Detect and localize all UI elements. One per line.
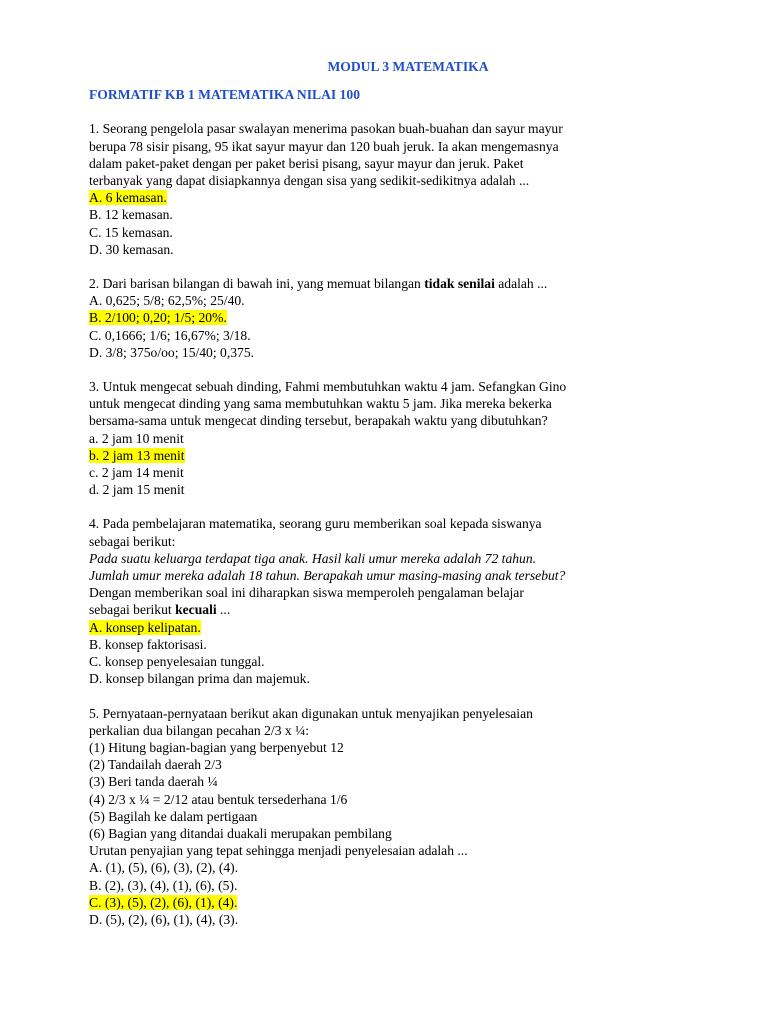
question-stem-line: berupa 78 sisir pisang, 95 ikat sayur mayur dan 120 buah jeruk. Ia akan mengemasnya — [89, 138, 559, 154]
numbered-statement: (6) Bagian yang ditandai duakali merupakan pembilang — [89, 825, 392, 841]
stem-text: 2. Dari barisan bilangan di bawah ini, yang memuat bilangan — [89, 276, 425, 292]
answer-option: A. 0,625; 5/8; 62,5%; 25/40. — [89, 293, 245, 309]
stem-text: sebagai berikut — [89, 602, 176, 618]
quoted-problem-line: Pada suatu keluarga terdapat tiga anak. Hasil kali umur mereka adalah 72 tahun. — [89, 550, 537, 566]
answer-option: B. konsep faktorisasi. — [89, 636, 207, 652]
question-4 — [89, 515, 719, 687]
answer-option-highlighted: B. 2/100; 0,20; 1/5; 20%. — [89, 310, 227, 326]
answer-option: C. konsep penyelesaian tunggal. — [89, 654, 265, 670]
answer-option: D. (5), (2), (6), (1), (4), (3). — [89, 911, 239, 927]
question-1 — [89, 120, 719, 258]
question-3 — [89, 378, 719, 498]
numbered-statement: (1) Hitung bagian-bagian yang berpenyebut 12 — [89, 739, 344, 755]
answer-option: C. 0,1666; 1/6; 16,67%; 3/18. — [89, 327, 251, 343]
answer-option: B. (2), (3), (4), (1), (6), (5). — [89, 877, 238, 893]
answer-option: C. 15 kemasan. — [89, 224, 173, 240]
question-5 — [89, 705, 719, 929]
numbered-statement: (4) 2/3 x ¼ = 2/12 atau bentuk tersederhana 1/6 — [89, 791, 348, 807]
answer-option: d. 2 jam 15 menit — [89, 482, 185, 498]
numbered-statement: (5) Bagilah ke dalam pertigaan — [89, 808, 258, 824]
question-stem-line: bersama-sama untuk mengecat dinding tersebut, berapakah waktu yang dibutuhkan? — [89, 413, 548, 429]
answer-option: B. 12 kemasan. — [89, 207, 173, 223]
document-title: MODUL 3 MATEMATIKA — [327, 59, 489, 74]
answer-option-highlighted: C. (3), (5), (2), (6), (1), (4). — [89, 894, 238, 910]
answer-option-highlighted: b. 2 jam 13 menit — [89, 447, 185, 463]
answer-option: c. 2 jam 14 menit — [89, 465, 184, 481]
question-stem-line: 4. Pada pembelajaran matematika, seorang guru memberikan soal kepada siswanya — [89, 516, 542, 532]
answer-option: A. (1), (5), (6), (3), (2), (4). — [89, 860, 239, 876]
answer-option: D. konsep bilangan prima dan majemuk. — [89, 671, 310, 687]
question-stem-line: untuk mengecat dinding yang sama membutuhkan waktu 5 jam. Jika mereka bekerka — [89, 396, 552, 412]
question-stem-line: Dengan memberikan soal ini diharapkan siswa memperoleh pengalaman belajar — [89, 585, 524, 601]
answer-option: a. 2 jam 10 menit — [89, 430, 184, 446]
question-stem-line: 1. Seorang pengelola pasar swalayan menerima pasokan buah-buahan dan sayur mayur — [89, 121, 563, 137]
quoted-problem-line: Jumlah umur mereka adalah 18 tahun. Berapakah umur masing-masing anak tersebut? — [89, 568, 566, 584]
question-stem-line — [89, 275, 719, 292]
numbered-statement: (2) Tandailah daerah 2/3 — [89, 757, 222, 773]
question-stem-line: 5. Pernyataan-pernyataan berikut akan digunakan untuk menyajikan penyelesaian — [89, 705, 533, 721]
stem-emphasis: tidak senilai — [424, 276, 495, 292]
stem-emphasis: kecuali — [175, 602, 217, 618]
question-stem-line: perkalian dua bilangan pecahan 2/3 x ¼: — [89, 722, 310, 738]
numbered-statement: (3) Beri tanda daerah ¼ — [89, 774, 218, 790]
answer-option: D. 30 kemasan. — [89, 241, 174, 257]
answer-option-highlighted: A. 6 kemasan. — [89, 190, 167, 206]
question-stem-line — [89, 601, 719, 618]
question-stem-line: terbanyak yang dapat disiapkannya dengan sisa yang sedikit-sedikitnya adalah ... — [89, 173, 530, 189]
question-stem-line: dalam paket-paket dengan per paket berisi pisang, sayur mayur dan jeruk. Paket — [89, 155, 524, 171]
question-stem-line: 3. Untuk mengecat sebuah dinding, Fahmi membutuhkan waktu 4 jam. Sefangkan Gino — [89, 379, 567, 395]
question-2 — [89, 275, 719, 361]
question-stem-line: Urutan penyajian yang tepat sehingga menjadi penyelesaian adalah ... — [89, 843, 468, 859]
document-subtitle: FORMATIF KB 1 MATEMATIKA NILAI 100 — [89, 87, 360, 103]
stem-text: adalah ... — [494, 276, 548, 292]
answer-option: D. 3/8; 375o/oo; 15/40; 0,375. — [89, 344, 255, 360]
stem-text: ... — [216, 602, 231, 618]
answer-option-highlighted: A. konsep kelipatan. — [89, 619, 201, 635]
document-page — [89, 58, 719, 945]
question-stem-line: sebagai berikut: — [89, 533, 176, 549]
